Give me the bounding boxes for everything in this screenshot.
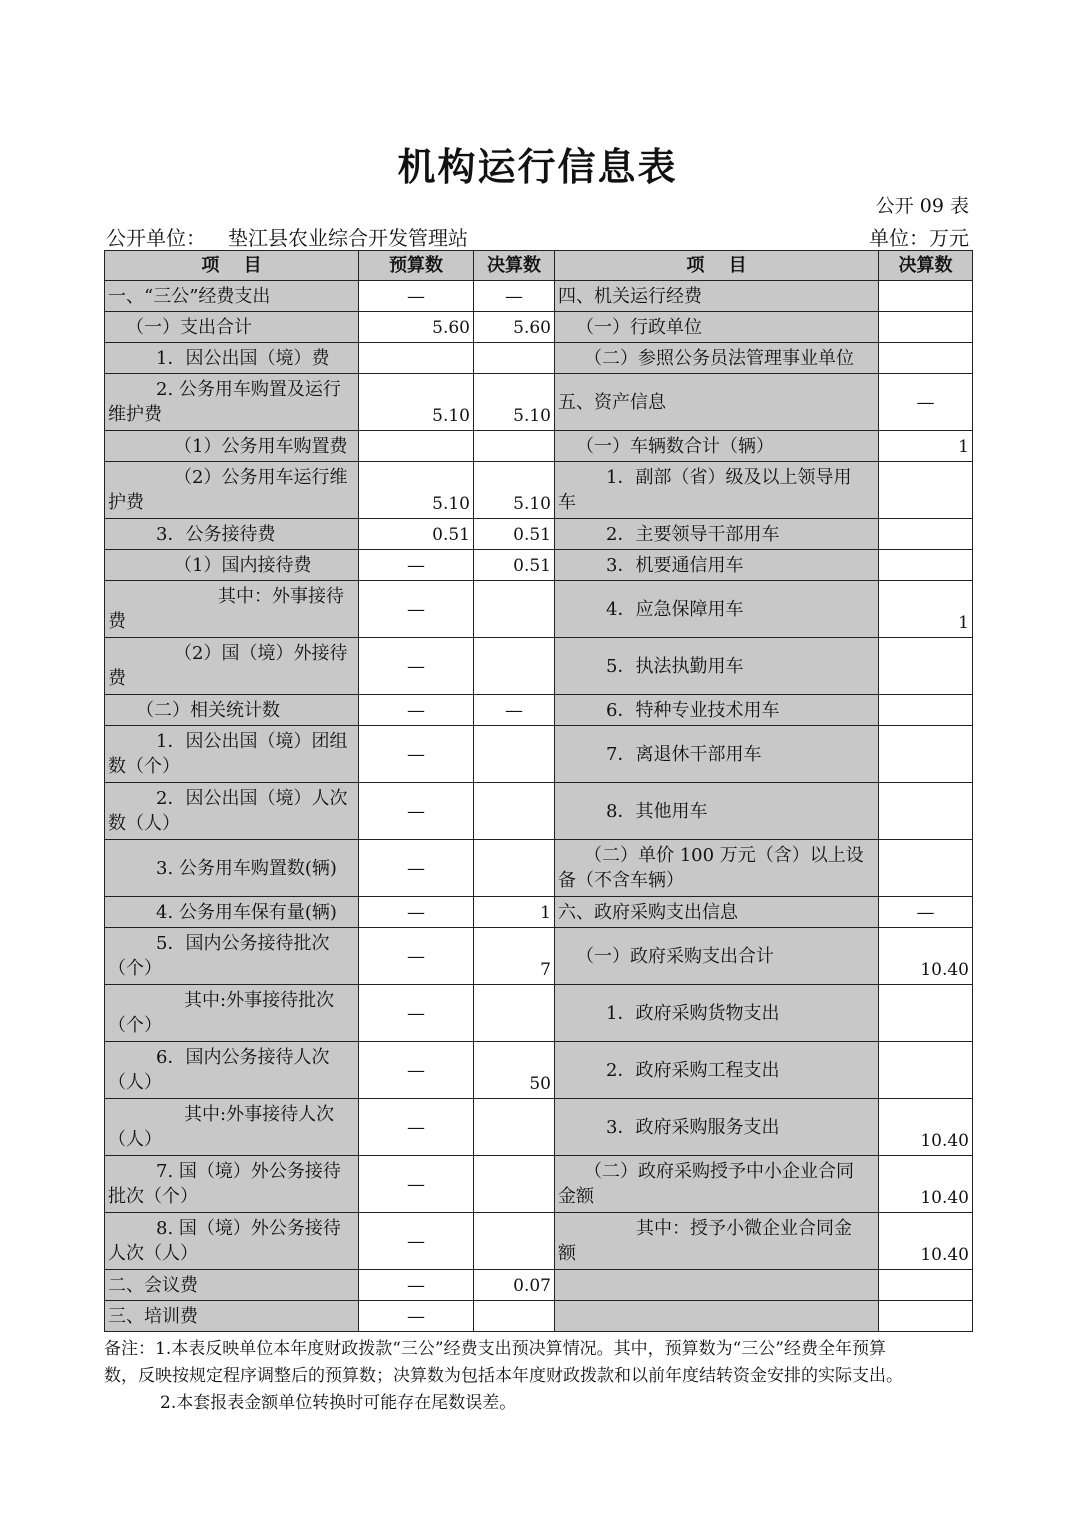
right-item-label: （一）政府采购支出合计 [576, 945, 774, 967]
left-item-label: 7. 国（境）外公务接待 [156, 1161, 341, 1182]
table-row [105, 431, 973, 462]
right-label-cell [555, 783, 879, 840]
right-item-label: 其中：授予小微企业合同金 [636, 1218, 852, 1239]
right-final-value: 10.40 [879, 1156, 973, 1213]
right-item-label: 8．其他用车 [606, 800, 708, 822]
budget-value: 5.60 [359, 312, 474, 343]
right-final-value [879, 726, 973, 783]
final-value [474, 638, 555, 695]
left-item-label-cont: 批次（个） [108, 1186, 198, 1207]
right-label-cell [555, 550, 879, 581]
left-item-label: 其中:外事接待人次 [184, 1104, 335, 1125]
left-label-cell [105, 581, 359, 638]
budget-value: — [359, 1213, 474, 1270]
table-row [105, 840, 973, 897]
right-label-cell [555, 897, 879, 928]
table-row [105, 928, 973, 985]
table-row [105, 281, 973, 312]
table-body [105, 281, 973, 1332]
left-label-cell [105, 1042, 359, 1099]
right-final-value: — [879, 897, 973, 928]
left-label-cell [105, 1099, 359, 1156]
left-label-cell [105, 638, 359, 695]
left-item-label: （1）公务用车购置费 [174, 435, 348, 457]
footnotes [104, 1336, 976, 1417]
table-row [105, 312, 973, 343]
final-value: 0.51 [474, 519, 555, 550]
right-item-label: （一）车辆数合计（辆） [576, 435, 774, 457]
final-value [474, 985, 555, 1042]
right-item-label: （二）参照公务员法管理事业单位 [584, 347, 854, 369]
left-item-label: 其中：外事接待 [218, 586, 344, 607]
right-label-cell [555, 928, 879, 985]
right-final-value: 1 [879, 431, 973, 462]
right-final-value [879, 281, 973, 312]
right-label-cell [555, 726, 879, 783]
table-row [105, 783, 973, 840]
left-item-label: 二、会议费 [108, 1274, 198, 1296]
left-item-label: （二）相关统计数 [136, 699, 280, 721]
right-item-label: 六、政府采购支出信息 [558, 901, 738, 923]
budget-value: — [359, 1156, 474, 1213]
right-final-value: 10.40 [879, 928, 973, 985]
final-value: 0.07 [474, 1270, 555, 1301]
note-line-2: 数，反映按规定程序调整后的预算数；决算数为包括本年度财政拨款和以前年度结转资金安排的实际支出。 [104, 1366, 903, 1386]
final-value [474, 343, 555, 374]
left-item-label: （2）国（境）外接待 [174, 643, 348, 664]
right-final-value [879, 695, 973, 726]
budget-value: — [359, 581, 474, 638]
left-label-cell [105, 343, 359, 374]
table-row [105, 897, 973, 928]
header-item-right: 项 目 [555, 251, 879, 281]
final-value: — [474, 695, 555, 726]
left-item-label: 5．国内公务接待批次 [156, 933, 330, 954]
table-row [105, 1213, 973, 1270]
table-row [105, 1270, 973, 1301]
table-row [105, 550, 973, 581]
left-label-cell [105, 519, 359, 550]
left-item-label-cont: （人） [108, 1129, 162, 1150]
left-item-label-cont: 费 [108, 611, 126, 632]
right-label-cell [555, 985, 879, 1042]
left-label-cell [105, 462, 359, 519]
table-row [105, 985, 973, 1042]
header-row [105, 251, 973, 281]
left-item-label: 6．国内公务接待人次 [156, 1047, 330, 1068]
right-final-value [879, 840, 973, 897]
right-item-label: 3．政府采购服务支出 [606, 1116, 780, 1138]
right-item-label: （二）单价 100 万元（含）以上设 [584, 845, 864, 866]
final-value: 5.10 [474, 374, 555, 431]
right-final-value [879, 550, 973, 581]
right-final-value [879, 1042, 973, 1099]
right-label-cell [555, 840, 879, 897]
final-value: 5.60 [474, 312, 555, 343]
right-item-label-cont: 金额 [558, 1186, 594, 1207]
left-label-cell [105, 431, 359, 462]
budget-value: — [359, 281, 474, 312]
table-row [105, 343, 973, 374]
right-item-label: 2．主要领导干部用车 [606, 523, 780, 545]
budget-value: — [359, 638, 474, 695]
table-row [105, 519, 973, 550]
right-label-cell [555, 1270, 879, 1301]
left-label-cell [105, 726, 359, 783]
budget-value: — [359, 1301, 474, 1332]
final-value: 0.51 [474, 550, 555, 581]
left-item-label-cont: 数（个） [108, 756, 180, 777]
budget-value: — [359, 1270, 474, 1301]
table-row [105, 638, 973, 695]
note-line-3: 2.本套报表金额单位转换时可能存在尾数误差。 [160, 1393, 517, 1413]
budget-value [359, 343, 474, 374]
table-row [105, 581, 973, 638]
right-label-cell [555, 1301, 879, 1332]
right-label-cell [555, 462, 879, 519]
page-title: 机构运行信息表 [397, 145, 678, 189]
left-item-label-cont: 人次（人） [108, 1243, 198, 1264]
left-label-cell [105, 281, 359, 312]
final-value: 5.10 [474, 462, 555, 519]
right-item-label: 3．机要通信用车 [606, 554, 744, 576]
right-item-label: （一）行政单位 [576, 316, 702, 338]
final-value [474, 1301, 555, 1332]
left-label-cell [105, 1213, 359, 1270]
left-label-cell [105, 695, 359, 726]
left-label-cell [105, 1156, 359, 1213]
final-value [474, 1156, 555, 1213]
header-item: 项 目 [105, 251, 359, 281]
budget-value [359, 431, 474, 462]
right-label-cell [555, 1099, 879, 1156]
left-label-cell [105, 928, 359, 985]
right-item-label-cont: 车 [558, 492, 576, 513]
budget-value: — [359, 897, 474, 928]
info-table [104, 250, 973, 1332]
right-final-value [879, 1270, 973, 1301]
right-label-cell [555, 519, 879, 550]
left-item-label: 2．因公出国（境）人次 [156, 788, 348, 809]
left-label-cell [105, 897, 359, 928]
table-row [105, 726, 973, 783]
left-item-label: 8. 国（境）外公务接待 [156, 1218, 341, 1239]
left-label-cell [105, 783, 359, 840]
right-final-value: — [879, 374, 973, 431]
table-row [105, 1156, 973, 1213]
table-row [105, 374, 973, 431]
right-final-value [879, 985, 973, 1042]
right-item-label-cont: 备（不含车辆） [558, 870, 684, 891]
left-item-label: 4. 公务用车保有量(辆) [156, 901, 337, 923]
budget-value: 5.10 [359, 462, 474, 519]
left-item-label-cont: （个） [108, 1015, 162, 1036]
right-final-value: 1 [879, 581, 973, 638]
right-final-value [879, 519, 973, 550]
left-item-label: 2. 公务用车购置及运行 [156, 379, 341, 400]
right-label-cell [555, 431, 879, 462]
right-item-label-cont: 额 [558, 1243, 576, 1264]
left-item-label: （一）支出合计 [126, 316, 252, 338]
header-final-right: 决算数 [879, 251, 973, 281]
left-item-label-cont: 维护费 [108, 404, 162, 425]
right-label-cell [555, 1042, 879, 1099]
left-item-label: 1．因公出国（境）费 [156, 347, 330, 369]
right-label-cell [555, 695, 879, 726]
right-item-label: 四、机关运行经费 [558, 285, 702, 307]
left-item-label: （2）公务用车运行维 [174, 467, 348, 488]
right-label-cell [555, 581, 879, 638]
left-item-label: 其中:外事接待批次 [184, 990, 335, 1011]
left-item-label-cont: 数（人） [108, 813, 180, 834]
budget-value: 0.51 [359, 519, 474, 550]
final-value [474, 581, 555, 638]
right-item-label: 1．副部（省）级及以上领导用 [606, 467, 852, 488]
left-item-label: （1）国内接待费 [174, 554, 312, 576]
right-label-cell [555, 638, 879, 695]
right-item-label: 4．应急保障用车 [606, 598, 744, 620]
budget-value: — [359, 1042, 474, 1099]
left-item-label-cont: 护费 [108, 492, 144, 513]
table-row [105, 695, 973, 726]
right-item-label: 5．执法执勤用车 [606, 655, 744, 677]
final-value: 7 [474, 928, 555, 985]
right-label-cell [555, 312, 879, 343]
final-value [474, 431, 555, 462]
budget-value: — [359, 783, 474, 840]
left-item-label-cont: 费 [108, 668, 126, 689]
budget-value: — [359, 550, 474, 581]
unit-label: 公开单位： [106, 226, 206, 250]
left-label-cell [105, 1301, 359, 1332]
right-item-label: 7．离退休干部用车 [606, 743, 762, 765]
final-value [474, 783, 555, 840]
left-item-label: 3．公务接待费 [156, 523, 276, 545]
header-final: 决算数 [474, 251, 555, 281]
budget-value: — [359, 726, 474, 783]
final-value [474, 1213, 555, 1270]
left-label-cell [105, 1270, 359, 1301]
budget-value: — [359, 985, 474, 1042]
right-item-label: 2．政府采购工程支出 [606, 1059, 780, 1081]
budget-value: — [359, 1099, 474, 1156]
form-number: 公开 09 表 [875, 195, 969, 217]
right-final-value [879, 1301, 973, 1332]
right-item-label: 1．政府采购货物支出 [606, 1002, 780, 1024]
right-item-label: （二）政府采购授予中小企业合同 [584, 1161, 854, 1182]
budget-value: — [359, 840, 474, 897]
table-row [105, 1301, 973, 1332]
right-final-value [879, 343, 973, 374]
table-row [105, 1099, 973, 1156]
right-label-cell [555, 1213, 879, 1270]
left-item-label: 1．因公出国（境）团组 [156, 731, 348, 752]
currency-unit: 单位：万元 [869, 226, 969, 250]
final-value: — [474, 281, 555, 312]
right-label-cell [555, 343, 879, 374]
left-label-cell [105, 374, 359, 431]
right-final-value: 10.40 [879, 1099, 973, 1156]
final-value: 1 [474, 897, 555, 928]
left-label-cell [105, 550, 359, 581]
final-value [474, 1099, 555, 1156]
reporting-unit [106, 222, 468, 251]
budget-value: — [359, 695, 474, 726]
right-label-cell [555, 374, 879, 431]
right-final-value [879, 638, 973, 695]
left-label-cell [105, 312, 359, 343]
right-final-value [879, 462, 973, 519]
left-item-label: 三、培训费 [108, 1305, 198, 1327]
table-row [105, 462, 973, 519]
final-value: 50 [474, 1042, 555, 1099]
left-item-label: 3. 公务用车购置数(辆) [156, 857, 337, 879]
right-label-cell [555, 1156, 879, 1213]
note-line-1: 备注：1.本表反映单位本年度财政拨款“三公”经费支出预决算情况。其中，预算数为“三公”经费全年预算 [104, 1339, 886, 1359]
left-label-cell [105, 840, 359, 897]
right-final-value: 10.40 [879, 1213, 973, 1270]
left-item-label: 一、“三公”经费支出 [108, 285, 271, 307]
budget-value: — [359, 928, 474, 985]
left-item-label-cont: （人） [108, 1072, 162, 1093]
final-value [474, 840, 555, 897]
right-item-label: 五、资产信息 [558, 391, 666, 413]
right-item-label: 6．特种专业技术用车 [606, 699, 780, 721]
header-budget: 预算数 [359, 251, 474, 281]
table-row [105, 1042, 973, 1099]
unit-name: 垫江县农业综合开发管理站 [228, 226, 468, 250]
right-final-value [879, 783, 973, 840]
budget-value: 5.10 [359, 374, 474, 431]
right-final-value [879, 312, 973, 343]
right-label-cell [555, 281, 879, 312]
left-item-label-cont: （个） [108, 958, 162, 979]
final-value [474, 726, 555, 783]
left-label-cell [105, 985, 359, 1042]
